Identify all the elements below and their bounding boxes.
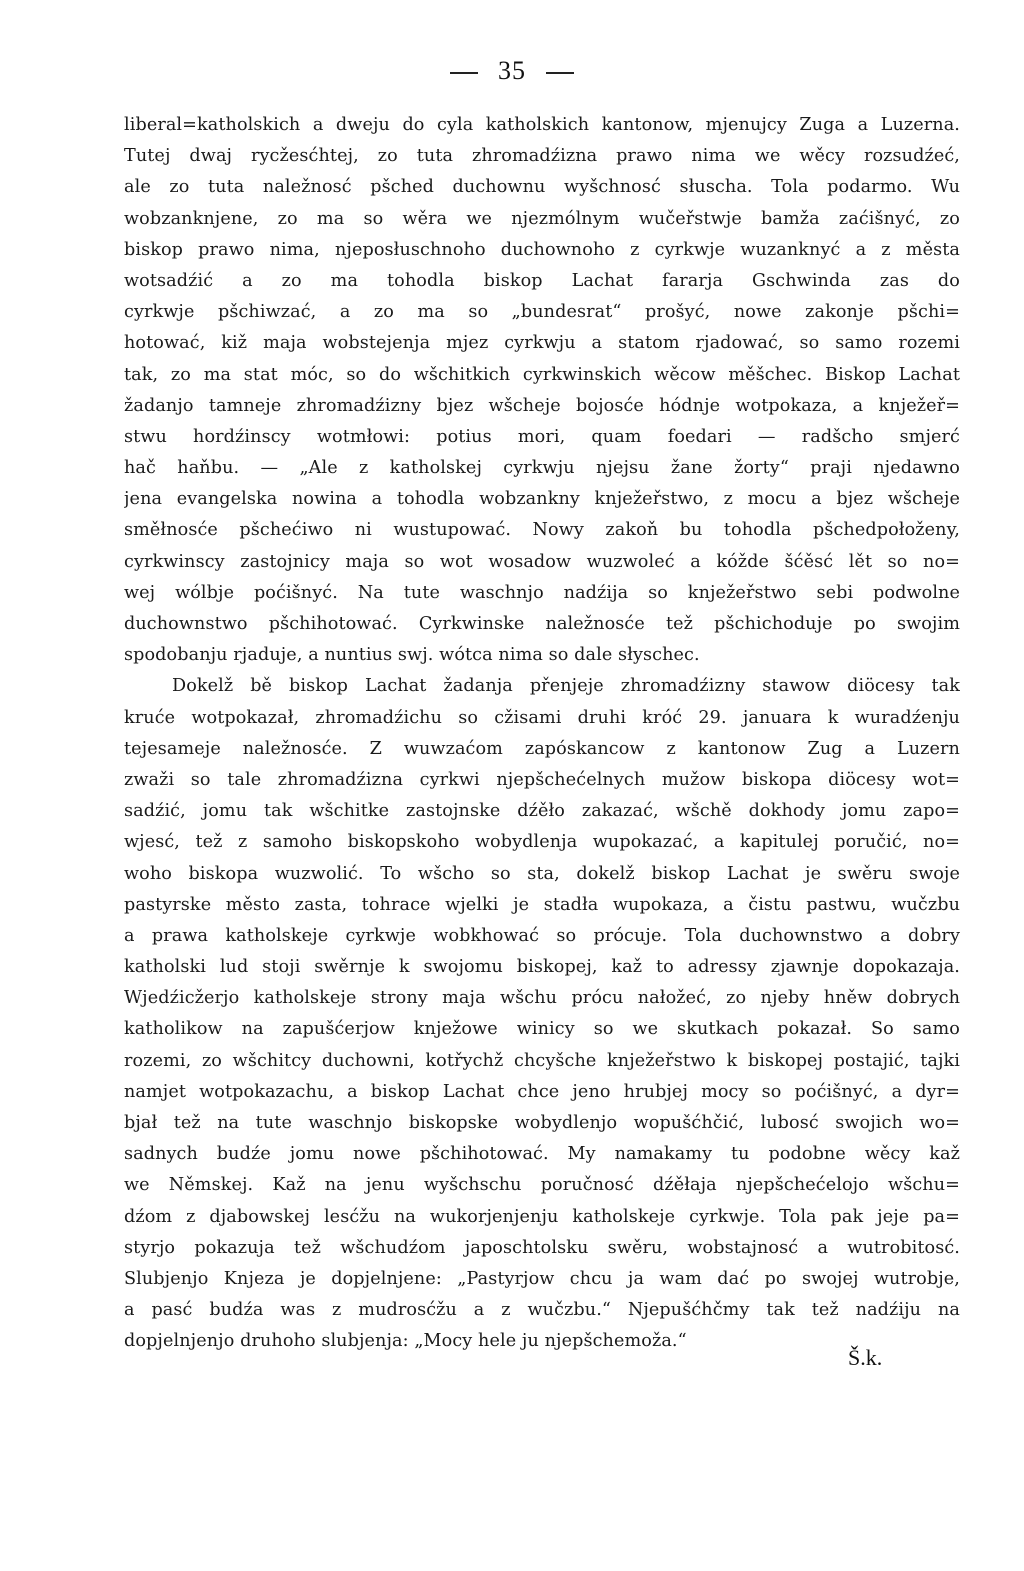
text-line: hotować, kiž maja wobstejenja mjez cyrkwju a statom rjadować, so samo rozemi — [124, 333, 960, 354]
text-line: zwaži so tale zhromadźizna cyrkwi njepšchećelnych mužow biskopa diöcesy wot= — [124, 769, 960, 790]
text-line: katholski lud stoji swěrnje k swojomu biskopej, kaž to adressy zjawnje dopokazaja. — [124, 957, 960, 978]
text-line: žadanjo tamneje zhromadźizny bjez wšcheje bojosće hódnje wotpokaza, a knježeř= — [124, 395, 960, 416]
text-line: biskop prawo nima, njeposłuschnoho duchownoho z cyrkwje wuzanknyć a z města — [124, 239, 960, 260]
text-line: cyrkwinscy zastojnicy maja so wot wosadow wuzwoleć a kóžde šćěsć lět so no= — [124, 551, 960, 572]
header-dash-left — [450, 72, 478, 74]
text-line: wej wólbje poćišnyć. Na tute waschnjo nadźija so knježeřstwo sebi podwolne — [124, 582, 960, 603]
text-line: sadnych budźe jomu nowe pšchihotować. My namakamy tu podobne wěcy kaž — [124, 1144, 960, 1165]
text-line: wotsadźić a zo ma tohodla biskop Lachat fararja Gschwinda zas do — [124, 270, 960, 291]
author-signature: Š.k. — [848, 1345, 883, 1370]
text-line: hač haňbu. — „Ale z katholskej cyrkwju njejsu žane žorty“ praji njedawno — [124, 458, 960, 479]
text-line: Dokelž bě biskop Lachat žadanja přenjeje zhromadźizny stawow diöcesy tak — [172, 676, 960, 697]
text-line: woho biskopa wuzwolić. To wšcho so sta, dokelž biskop Lachat je swěru swoje — [124, 863, 960, 884]
text-line: cyrkwje pšchiwzać, a zo ma so „bundesrat“ prošyć, nowe zakonje pšchi= — [124, 302, 960, 323]
text-line: wjesć, tež z samoho biskopskoho wobydlenja wupokazać, a kapitulej poručić, no= — [124, 832, 960, 853]
text-line: sadźić, jomu tak wšchitke zastojnske dźěło zakazać, wšchě dokhody jomu zapo= — [124, 801, 960, 822]
text-line: dopjelnjenjo druhoho slubjenja: „Mocy hele ju njepšchemoža.“ — [124, 1331, 687, 1352]
text-line: a prawa katholskeje cyrkwje wobkhować so prócuje. Tola duchownstwo a dobry — [124, 925, 960, 946]
text-line: tejesameje naležnosće. Z wuwzaćom zapóskancow z kantonow Zug a Luzern — [124, 738, 960, 759]
header-dash-right — [546, 72, 574, 74]
text-line: kruće wotpokazał, zhromadźichu so cžisami druhi króć 29. januara k wuradźenju — [124, 707, 960, 728]
page-number-header — [0, 56, 1024, 86]
text-line: spodobanju rjaduje, a nuntius swj. wótca nima so dale słyschec. — [124, 645, 700, 666]
text-line: jena evangelska nowina a tohodla wobzankny knježeřstwo, z mocu a bjez wšcheje — [124, 489, 960, 510]
text-line: Slubjenjo Knjeza je dopjelnjene: „Pastyrjow chcu ja wam dać po swojej wutrobje, — [124, 1268, 960, 1289]
text-line: katholikow na zapušćerjow knježowe winicy so we skutkach pokazał. So samo — [124, 1019, 960, 1040]
text-line: duchownstwo pšchihotować. Cyrkwinske naležnosće tež pšchichoduje po swojim — [124, 614, 960, 634]
text-line: ale zo tuta naležnosć pšched duchownu wyšchnosć słuscha. Tola podarmo. Wu — [124, 177, 960, 198]
text-line: wobzanknjene, zo ma so wěra we njezmólnym wučeřstwje bamža zaćišnyć, zo — [124, 208, 960, 229]
text-line: liberal=katholskich a dweju do cyla katholskich kantonow, mjenujcy Zuga a Luzerna. — [124, 115, 960, 135]
text-line: a pasć budźa was z mudrosćžu a z wučzbu.“ Njepušćhčmy tak tež nadźiju na — [124, 1300, 960, 1321]
text-line: styrjo pokazuja tež wšchudźom japoschtolsku swěru, wobstajnosć a wutrobitosć. — [124, 1237, 960, 1258]
text-line: rozemi, zo wšchitcy duchowni, kotřychž chcyšche knježeřstwo k biskopej postajić, tajki — [124, 1050, 960, 1071]
text-line: směłnosće pšchećiwo ni wustupować. Nowy zakoň bu tohodla pšchedpołoženy, — [124, 520, 960, 541]
text-line: namjet wotpokazachu, a biskop Lachat chce jeno hrubjej mocy so poćišnyć, a dyr= — [124, 1081, 960, 1102]
text-line: we Němskej. Kaž na jenu wyšchschu poručnosć dźěłaja njepšchećelojo wšchu= — [124, 1175, 960, 1196]
text-line: tak, zo ma stat móc, so do wšchitkich cyrkwinskich wěcow měšchec. Biskop Lachat — [124, 364, 960, 385]
text-line: dźom z djabowskej lesćžu na wukorjenjenju katholskeje cyrkwje. Tola pak jeje pa= — [124, 1206, 960, 1227]
text-line: stwu hordźinscy wotmłowi: potius mori, quam foedari — radšcho smjerć — [124, 426, 960, 447]
page-number: 35 — [498, 56, 526, 85]
text-line: Tutej dwaj rycžesćhtej, zo tuta zhromadźizna prawo nima we wěcy rozsudźeć, — [124, 146, 960, 167]
text-line: pastyrske město zasta, tohrace wjelki je stadła wupokaza, a čistu pastwu, wučzbu — [124, 894, 960, 915]
body-text — [124, 110, 960, 1358]
text-line: Wjedźicžerjo katholskeje strony maja wšchu prócu nałožeć, zo njeby hněw dobrych — [124, 988, 960, 1009]
text-line: bjał tež na tute waschnjo biskopske wobydlenjo wopušćhčić, lubosć swojich wo= — [124, 1113, 960, 1133]
